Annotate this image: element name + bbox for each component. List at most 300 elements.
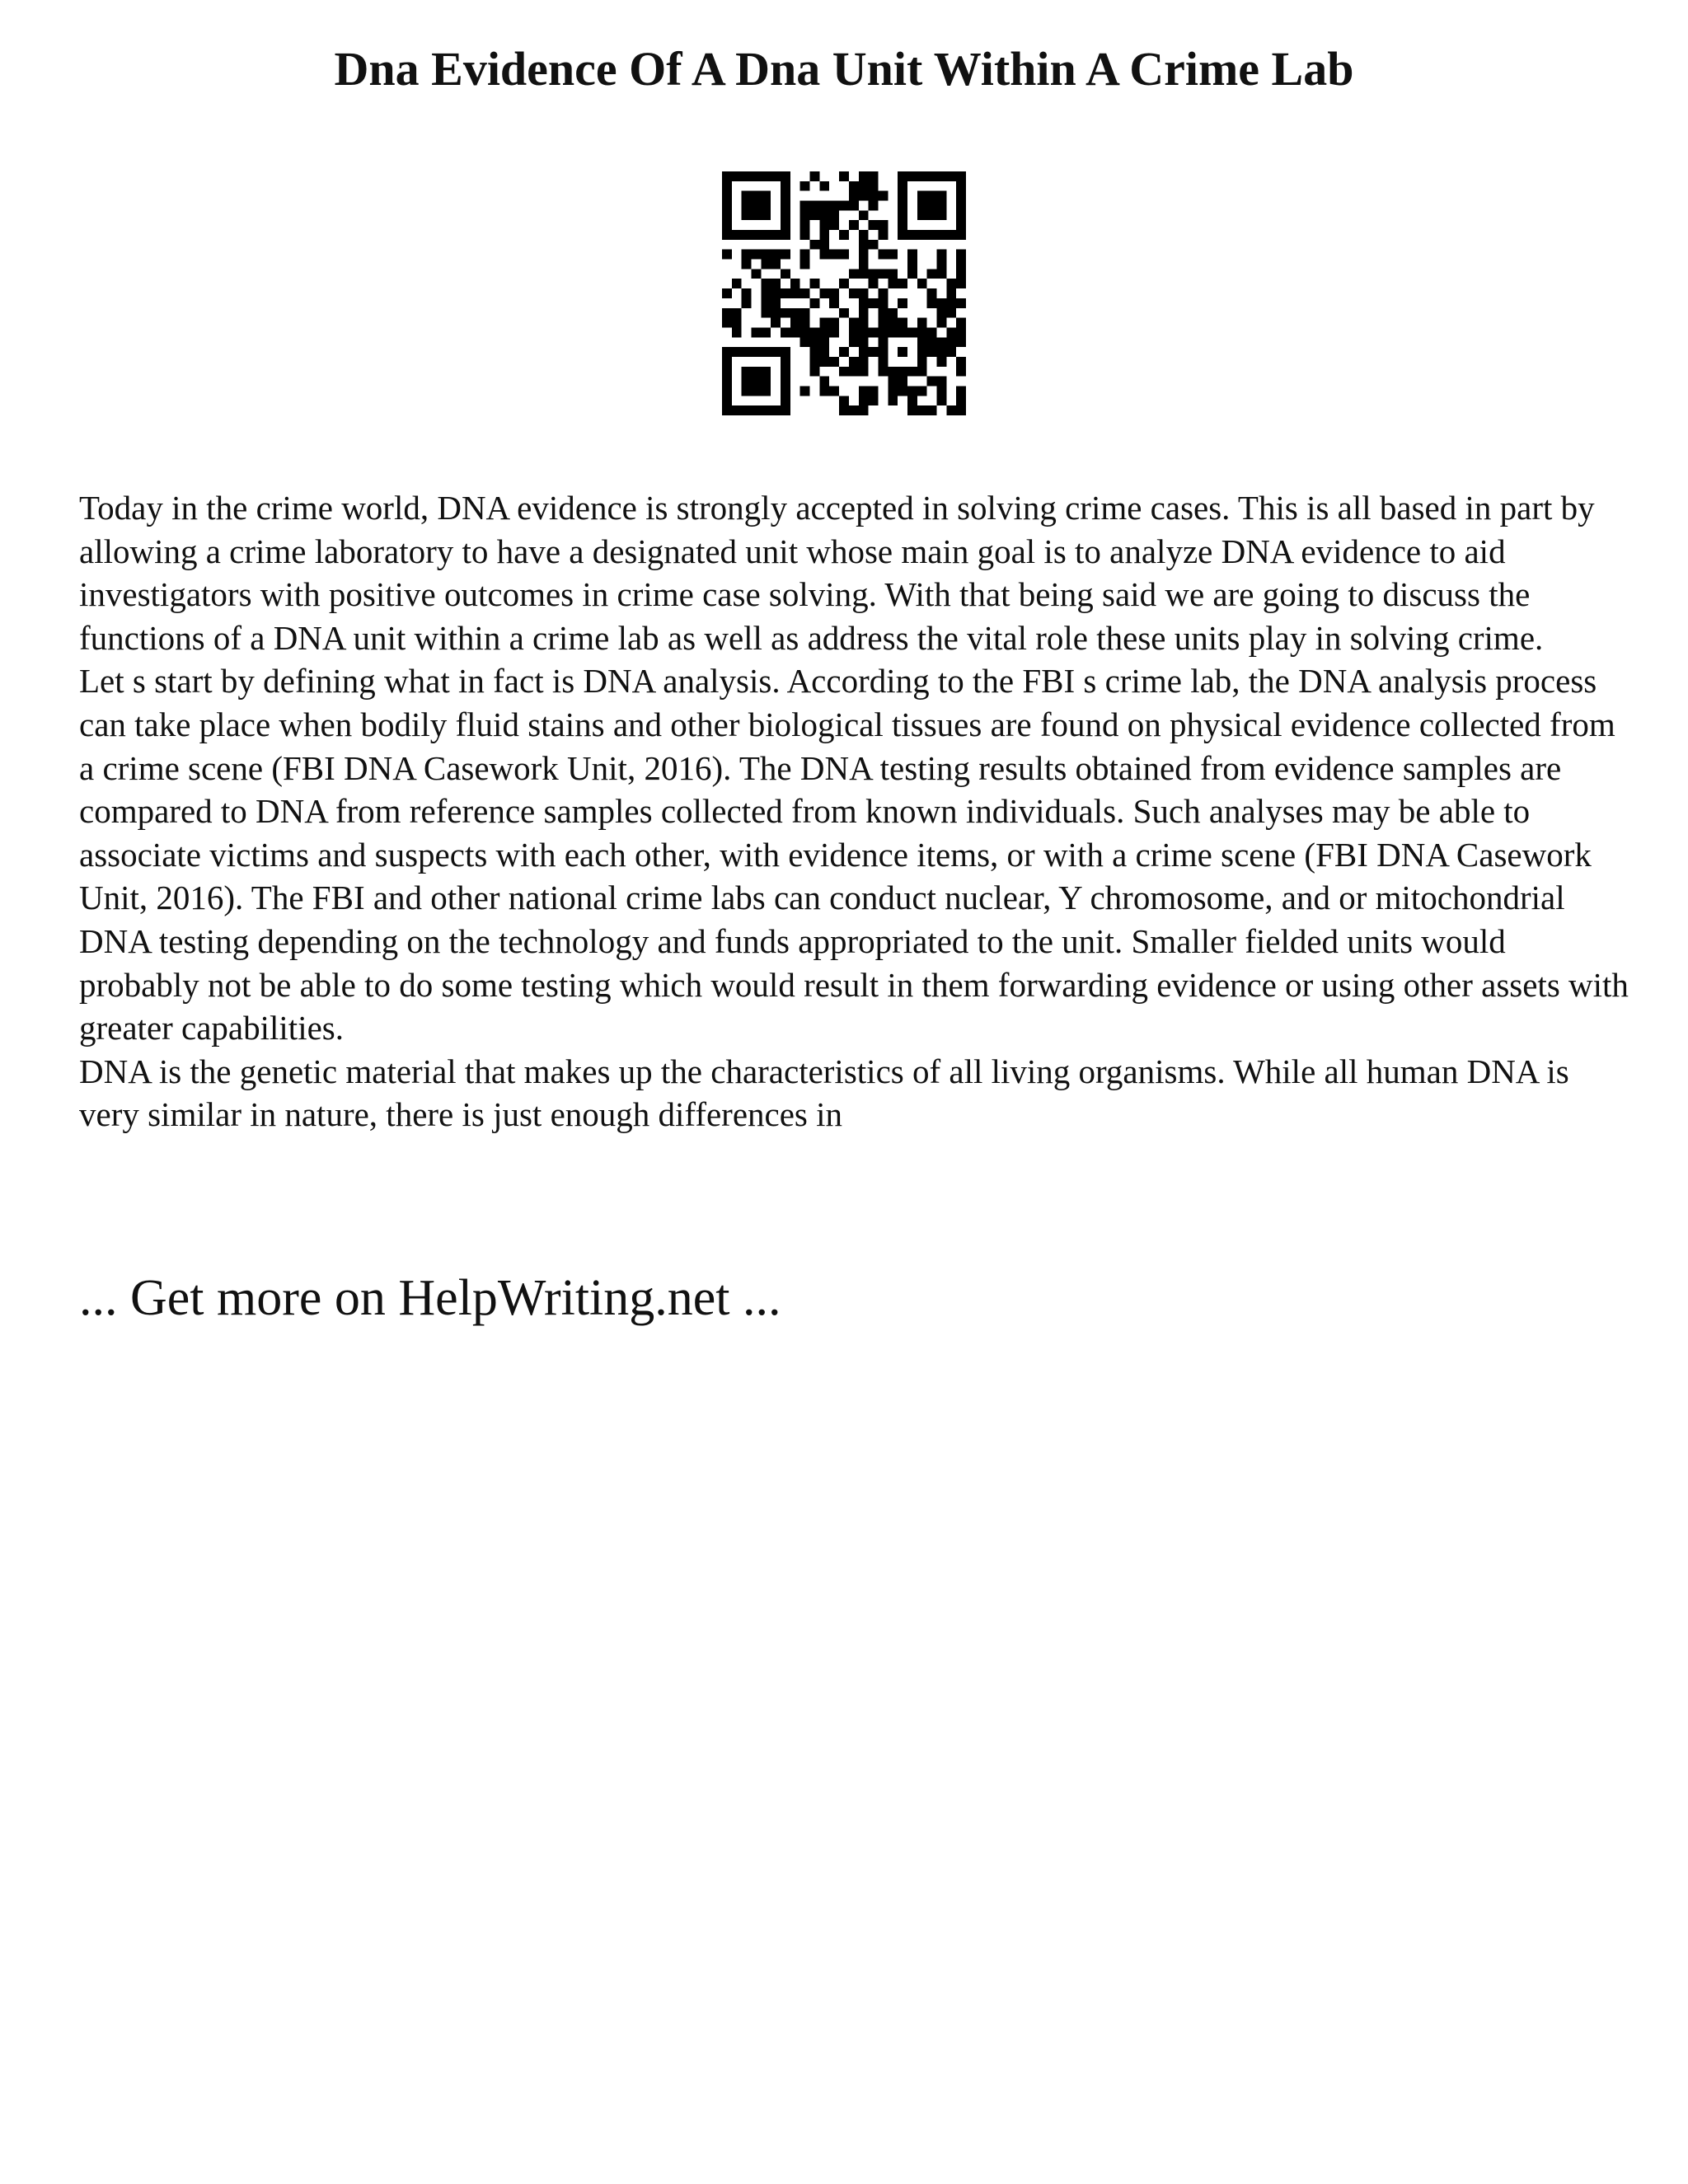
- qr-module: [781, 377, 790, 387]
- qr-module: [771, 347, 781, 357]
- qr-module: [839, 405, 849, 415]
- qr-module: [761, 191, 771, 201]
- qr-module: [829, 318, 839, 328]
- qr-module: [859, 171, 869, 181]
- qr-module: [742, 367, 752, 377]
- qr-module: [878, 327, 888, 337]
- qr-module: [898, 210, 907, 220]
- qr-module: [752, 405, 762, 415]
- qr-module: [956, 318, 966, 328]
- qr-module: [946, 230, 956, 240]
- qr-module: [956, 357, 966, 367]
- qr-module: [742, 386, 752, 396]
- qr-module: [761, 298, 771, 308]
- qr-module: [936, 298, 946, 308]
- qr-module: [917, 191, 927, 201]
- qr-module: [869, 269, 879, 279]
- qr-module: [898, 347, 907, 357]
- qr-module: [907, 260, 917, 269]
- qr-module: [869, 201, 879, 211]
- qr-module: [752, 201, 762, 211]
- qr-module: [839, 279, 849, 288]
- qr-module: [878, 250, 888, 260]
- qr-module: [859, 357, 869, 367]
- qr-module: [907, 367, 917, 377]
- qr-module: [722, 288, 732, 298]
- qr-module: [927, 347, 937, 357]
- qr-module: [888, 308, 898, 318]
- qr-module: [819, 288, 829, 298]
- qr-module: [761, 279, 771, 288]
- qr-module: [810, 240, 820, 250]
- qr-module: [859, 250, 869, 260]
- qr-module: [829, 201, 839, 211]
- qr-module: [859, 191, 869, 201]
- qr-module: [849, 269, 859, 279]
- qr-module: [917, 201, 927, 211]
- qr-module: [732, 171, 742, 181]
- qr-module: [888, 327, 898, 337]
- qr-module: [761, 171, 771, 181]
- qr-module: [956, 396, 966, 405]
- qr-module: [898, 386, 907, 396]
- qr-module: [956, 327, 966, 337]
- qr-module: [869, 298, 879, 308]
- qr-module: [800, 210, 810, 220]
- qr-module: [771, 250, 781, 260]
- qr-module: [819, 250, 829, 260]
- qr-module: [781, 347, 790, 357]
- qr-module: [927, 269, 937, 279]
- paragraph: Let s start by defining what in fact is DNA analysis. According to the FBI s crime lab, the DNA analysis process can take place when bodily fluid stains and other biological tissues are found on physical evidence collected from a crime scene (FBI DNA Casework Unit, 2016). The DNA testing results obtained from evidence samples are compared to DNA from reference samples collected from known individuals. Such analyses may be able to associate victims and suspects with each other, with evidence items, or with a crime scene (FBI DNA Casework Unit, 2016). The FBI and other national crime labs can conduct nuclear, Y chromosome, and or mitochondrial DNA testing depending on the technology and funds appropriated to the unit. Smaller fielded units would probably not be able to do some testing which would result in them forwarding evidence or using other assets with greater capabilities.: [79, 662, 1629, 1047]
- qr-module: [829, 210, 839, 220]
- qr-module: [946, 405, 956, 415]
- qr-module: [956, 171, 966, 181]
- qr-module: [878, 337, 888, 347]
- qr-module: [819, 327, 829, 337]
- qr-module: [907, 171, 917, 181]
- qr-module: [907, 250, 917, 260]
- qr-module: [722, 396, 732, 405]
- qr-module: [752, 250, 762, 260]
- qr-module: [781, 210, 790, 220]
- qr-module: [742, 260, 752, 269]
- qr-module: [898, 181, 907, 191]
- qr-module: [722, 191, 732, 201]
- qr-module: [752, 171, 762, 181]
- qr-module: [829, 357, 839, 367]
- qr-module: [936, 318, 946, 328]
- qr-module: [888, 269, 898, 279]
- qr-module: [790, 288, 800, 298]
- qr-module: [761, 327, 771, 337]
- qr-module: [956, 191, 966, 201]
- qr-module: [722, 386, 732, 396]
- qr-module: [936, 357, 946, 367]
- qr-module: [917, 318, 927, 328]
- qr-module: [869, 347, 879, 357]
- qr-module: [771, 298, 781, 308]
- qr-module: [771, 230, 781, 240]
- qr-module: [898, 377, 907, 387]
- qr-module: [907, 269, 917, 279]
- qr-module: [790, 308, 800, 318]
- qr-module: [927, 191, 937, 201]
- qr-module: [946, 298, 956, 308]
- qr-module: [859, 230, 869, 240]
- qr-module: [849, 191, 859, 201]
- qr-module: [946, 308, 956, 318]
- qr-module: [781, 181, 790, 191]
- qr-module: [781, 191, 790, 201]
- qr-module: [917, 347, 927, 357]
- qr-module: [839, 396, 849, 405]
- qr-module: [839, 250, 849, 260]
- qr-module: [917, 367, 927, 377]
- qr-module: [761, 210, 771, 220]
- qr-module: [946, 347, 956, 357]
- qr-module: [859, 367, 869, 377]
- qr-module: [829, 288, 839, 298]
- qr-module: [878, 357, 888, 367]
- qr-module: [819, 386, 829, 396]
- qr-module: [819, 377, 829, 387]
- qr-module: [907, 327, 917, 337]
- qr-module: [790, 327, 800, 337]
- qr-module: [956, 279, 966, 288]
- qr-module: [869, 220, 879, 230]
- qr-module: [761, 230, 771, 240]
- qr-module: [829, 250, 839, 260]
- qr-module: [722, 357, 732, 367]
- qr-module: [819, 181, 829, 191]
- qr-module: [898, 298, 907, 308]
- qr-module: [956, 386, 966, 396]
- qr-module: [869, 191, 879, 201]
- qr-module: [819, 201, 829, 211]
- article-body: [79, 486, 1629, 1137]
- qr-module: [810, 279, 820, 288]
- qr-module: [819, 357, 829, 367]
- qr-module: [819, 220, 829, 230]
- qr-module: [742, 377, 752, 387]
- qr-module: [849, 181, 859, 191]
- qr-module: [888, 367, 898, 377]
- qr-module: [859, 269, 869, 279]
- page-title: Dna Evidence Of A Dna Unit Within A Crime Lab: [334, 42, 1354, 96]
- qr-module: [781, 250, 790, 260]
- paragraph: Today in the crime world, DNA evidence is strongly accepted in solving crime cases. This is all based in part by allowing a crime laboratory to have a designated unit whose main goal is to analyze DNA evidence to aid investigators with positive outcomes in crime case solving. With that being said we are going to discuss the functions of a DNA unit within a crime lab as well as address the vital role these units play in solving crime.: [79, 489, 1595, 657]
- qr-module: [839, 230, 849, 240]
- qr-module: [839, 201, 849, 211]
- qr-module: [732, 327, 742, 337]
- qr-module: [869, 181, 879, 191]
- qr-module: [800, 327, 810, 337]
- qr-module: [936, 347, 946, 357]
- qr-module: [898, 191, 907, 201]
- qr-module: [722, 201, 732, 211]
- qr-module: [907, 405, 917, 415]
- qr-module: [946, 279, 956, 288]
- qr-module: [927, 288, 937, 298]
- qr-module: [956, 181, 966, 191]
- qr-module: [752, 230, 762, 240]
- qr-module: [810, 298, 820, 308]
- qr-module: [888, 250, 898, 260]
- qr-module: [810, 327, 820, 337]
- qr-module: [917, 210, 927, 220]
- qr-module: [761, 377, 771, 387]
- qr-module: [742, 288, 752, 298]
- qr-module: [752, 191, 762, 201]
- qr-module: [859, 240, 869, 250]
- qr-module: [869, 171, 879, 181]
- paragraph: DNA is the genetic material that makes up the characteristics of all living organisms. While all human DNA is very similar in nature, there is just enough differences in: [79, 1052, 1569, 1134]
- qr-module: [800, 201, 810, 211]
- qr-module: [752, 269, 762, 279]
- qr-module: [927, 337, 937, 347]
- qr-module: [742, 171, 752, 181]
- qr-module: [800, 250, 810, 260]
- qr-module: [722, 405, 732, 415]
- qr-module: [888, 318, 898, 328]
- qr-module: [907, 230, 917, 240]
- qr-module: [859, 337, 869, 347]
- qr-module: [810, 357, 820, 367]
- qr-module: [888, 279, 898, 288]
- qr-module: [781, 308, 790, 318]
- qr-module: [859, 405, 869, 415]
- qr-module: [742, 405, 752, 415]
- qr-module: [781, 327, 790, 337]
- qr-module: [936, 396, 946, 405]
- qr-module: [888, 396, 898, 405]
- qr-module: [878, 220, 888, 230]
- qr-module: [936, 250, 946, 260]
- qr-module: [927, 327, 937, 337]
- qr-module: [927, 171, 937, 181]
- qr-module: [781, 405, 790, 415]
- qr-module: [771, 318, 781, 328]
- qr-module: [829, 220, 839, 230]
- qr-module: [898, 318, 907, 328]
- qr-module: [927, 201, 937, 211]
- qr-module: [956, 260, 966, 269]
- qr-module: [800, 230, 810, 240]
- qr-module: [732, 230, 742, 240]
- qr-module: [898, 171, 907, 181]
- qr-module: [878, 288, 888, 298]
- qr-module: [946, 171, 956, 181]
- qr-module: [956, 337, 966, 347]
- qr-module: [869, 279, 879, 288]
- qr-module: [956, 230, 966, 240]
- qr-module: [898, 367, 907, 377]
- qr-module: [936, 377, 946, 387]
- qr-module: [810, 337, 820, 347]
- qr-module: [878, 308, 888, 318]
- qr-module: [810, 347, 820, 357]
- qr-module: [888, 377, 898, 387]
- qr-module: [878, 230, 888, 240]
- qr-module: [810, 367, 820, 377]
- qr-module: [878, 298, 888, 308]
- qr-module: [761, 250, 771, 260]
- qr-module: [761, 308, 771, 318]
- qr-module: [781, 386, 790, 396]
- qr-module: [732, 405, 742, 415]
- qr-module: [761, 260, 771, 269]
- qr-module: [819, 210, 829, 220]
- qr-module: [927, 210, 937, 220]
- qr-module: [878, 347, 888, 357]
- qr-module: [810, 210, 820, 220]
- qr-module: [800, 181, 810, 191]
- qr-module: [917, 405, 927, 415]
- qr-module: [722, 220, 732, 230]
- qr-module: [878, 318, 888, 328]
- qr-module: [936, 269, 946, 279]
- qr-module: [752, 367, 762, 377]
- qr-module: [742, 191, 752, 201]
- qr-module: [761, 288, 771, 298]
- qr-module: [722, 230, 732, 240]
- qr-module: [781, 220, 790, 230]
- qr-module: [849, 405, 859, 415]
- qr-module: [829, 386, 839, 396]
- qr-module: [742, 250, 752, 260]
- qr-module: [781, 367, 790, 377]
- qr-module: [917, 230, 927, 240]
- qr-module: [839, 367, 849, 377]
- qr-module: [927, 298, 937, 308]
- qr-module: [732, 347, 742, 357]
- qr-module: [839, 171, 849, 181]
- qr-code-icon: [722, 171, 966, 415]
- qr-module: [859, 327, 869, 337]
- qr-module: [752, 386, 762, 396]
- qr-module: [771, 288, 781, 298]
- qr-module: [907, 396, 917, 405]
- qr-module: [898, 327, 907, 337]
- qr-module: [859, 386, 869, 396]
- qr-module: [732, 279, 742, 288]
- qr-module: [859, 347, 869, 357]
- qr-module: [956, 367, 966, 377]
- qr-module: [771, 405, 781, 415]
- qr-module: [829, 298, 839, 308]
- qr-module: [781, 396, 790, 405]
- qr-module: [917, 337, 927, 347]
- qr-module: [800, 260, 810, 269]
- qr-module: [829, 327, 839, 337]
- qr-module: [849, 337, 859, 347]
- qr-module: [849, 220, 859, 230]
- qr-module: [771, 171, 781, 181]
- qr-module: [956, 269, 966, 279]
- qr-module: [946, 288, 956, 298]
- qr-module: [752, 377, 762, 387]
- qr-module: [839, 347, 849, 357]
- qr-module: [936, 230, 946, 240]
- qr-module: [878, 269, 888, 279]
- qr-module: [810, 171, 820, 181]
- qr-module: [732, 318, 742, 328]
- qr-module: [936, 386, 946, 396]
- qr-module: [898, 230, 907, 240]
- qr-module: [956, 210, 966, 220]
- qr-module: [722, 318, 732, 328]
- qr-module: [869, 386, 879, 396]
- qr-module: [907, 386, 917, 396]
- qr-module: [800, 308, 810, 318]
- qr-module: [761, 347, 771, 357]
- qr-module: [722, 181, 732, 191]
- qr-module: [761, 386, 771, 396]
- qr-module: [859, 308, 869, 318]
- qr-module: [849, 357, 859, 367]
- qr-module: [927, 230, 937, 240]
- qr-module: [800, 288, 810, 298]
- qr-module: [917, 357, 927, 367]
- qr-module: [761, 405, 771, 415]
- qr-module: [752, 210, 762, 220]
- qr-module: [800, 318, 810, 328]
- qr-module: [936, 308, 946, 318]
- qr-module: [790, 279, 800, 288]
- qr-module: [898, 220, 907, 230]
- qr-module: [936, 260, 946, 269]
- qr-module: [859, 396, 869, 405]
- qr-module: [898, 279, 907, 288]
- qr-module: [859, 298, 869, 308]
- qr-module: [849, 318, 859, 328]
- qr-module: [722, 250, 732, 260]
- qr-module: [722, 367, 732, 377]
- qr-module: [956, 405, 966, 415]
- qr-module: [898, 201, 907, 211]
- qr-module: [956, 298, 966, 308]
- qr-module: [819, 347, 829, 357]
- qr-module: [790, 318, 800, 328]
- qr-module: [927, 405, 937, 415]
- qr-module: [946, 327, 956, 337]
- qr-module: [800, 337, 810, 347]
- qr-module: [781, 357, 790, 367]
- qr-module: [761, 367, 771, 377]
- qr-module: [869, 240, 879, 250]
- qr-module: [936, 210, 946, 220]
- qr-module: [800, 220, 810, 230]
- qr-module: [742, 347, 752, 357]
- qr-module: [781, 230, 790, 240]
- qr-module: [839, 308, 849, 318]
- qr-module: [742, 210, 752, 220]
- qr-module: [771, 260, 781, 269]
- qr-module: [917, 327, 927, 337]
- get-more-link[interactable]: ... Get more on HelpWriting.net ...: [79, 1270, 781, 1326]
- qr-module: [956, 250, 966, 260]
- qr-module: [810, 201, 820, 211]
- qr-module: [956, 201, 966, 211]
- qr-module: [771, 279, 781, 288]
- qr-module: [917, 171, 927, 181]
- qr-module: [917, 279, 927, 288]
- qr-module: [771, 308, 781, 318]
- qr-module: [849, 288, 859, 298]
- qr-module: [722, 377, 732, 387]
- qr-module: [761, 201, 771, 211]
